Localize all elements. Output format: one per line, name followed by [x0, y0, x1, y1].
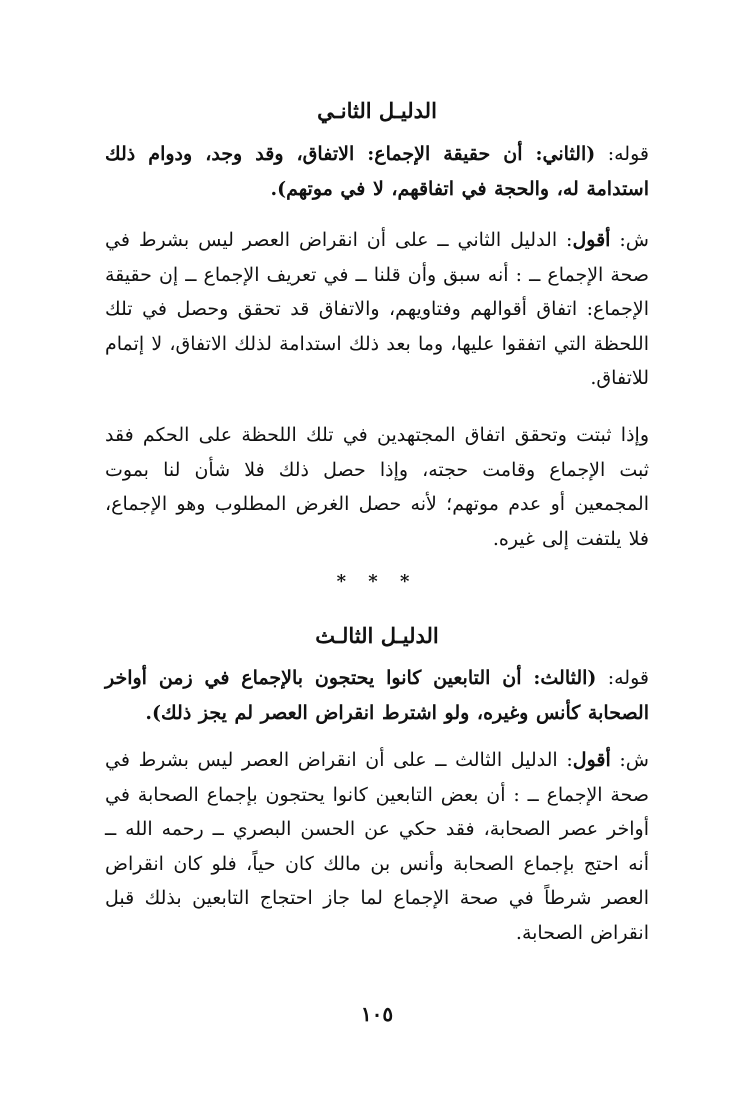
section-separator: * * * [336, 571, 418, 592]
commentary-text: : الدليل الثاني ــ على أن انقراض العصر ليس بشرط في صحة الإجماع ــ : أنه سبق وأن قلنا ــ في تعريف الإجماع ــ إن حقيقة الإجماع: اتفاق أقوالهم وفتاويهم، والاتفاق قد تحقق وحصل في تلك اللحظة التي اتفقوا عليها، وما بعد ذلك استدامة لذلك الاتفاق، لا إتمام للاتفاق. [105, 229, 649, 389]
body-paragraph-second: وإذا ثبتت وتحقق اتفاق المجتهدين في تلك اللحظة على الحكم فقد ثبت الإجماع وقامت حجته، وإذا حصل ذلك فلا شأن لنا بموت المجمعين أو عدم موتهم؛ لأنه حصل الغرض المطلوب وهو الإجماع، فلا يلتفت إلى غيره. [105, 424, 649, 550]
quote-paragraph-second [105, 137, 649, 206]
quote-paragraph-third [105, 661, 649, 730]
commentary-lead: ش: [610, 749, 649, 771]
section-heading-second-proof: الدليـل الثانـي [317, 98, 437, 123]
quote-text: (الثالث: أن التابعين كانوا يحتجون بالإجماع في زمن أواخر الصحابة كأنس وغيره، ولو اشترط انقراض العصر لم يجز ذلك). [105, 667, 649, 724]
quote-text: (الثاني: أن حقيقة الإجماع: الاتفاق، وقد وجد، ودوام ذلك استدامة له، والحجة في اتفاقهم، لا في موتهم). [105, 143, 649, 200]
commentary-lead: ش: [610, 229, 649, 251]
section-heading-third-proof: الدليـل الثالـث [315, 623, 439, 648]
commentary-paragraph-third [105, 743, 649, 950]
commentary-paragraph-second [105, 223, 649, 396]
quote-lead: قوله: [595, 143, 649, 165]
commentary-keyword: أقول [572, 749, 611, 771]
commentary-text: : الدليل الثالث ــ على أن انقراض العصر ليس بشرط في صحة الإجماع ــ : أن بعض التابعين كانوا يحتجون بإجماع الصحابة في أواخر عصر الصحابة، فقد حكي عن الحسن البصري ــ رحمه الله ــ أنه احتج بإجماع الصحابة وأنس بن مالك كان حياً، فلو كان انقراض العصر شرطاً في صحة الإجماع لما جاز احتجاج التابعين بذلك قبل انقراض الصحابة. [105, 749, 649, 944]
commentary-keyword: أقول [572, 229, 611, 251]
page-number: ١٠٥ [360, 1002, 394, 1026]
quote-lead: قوله: [596, 667, 649, 689]
